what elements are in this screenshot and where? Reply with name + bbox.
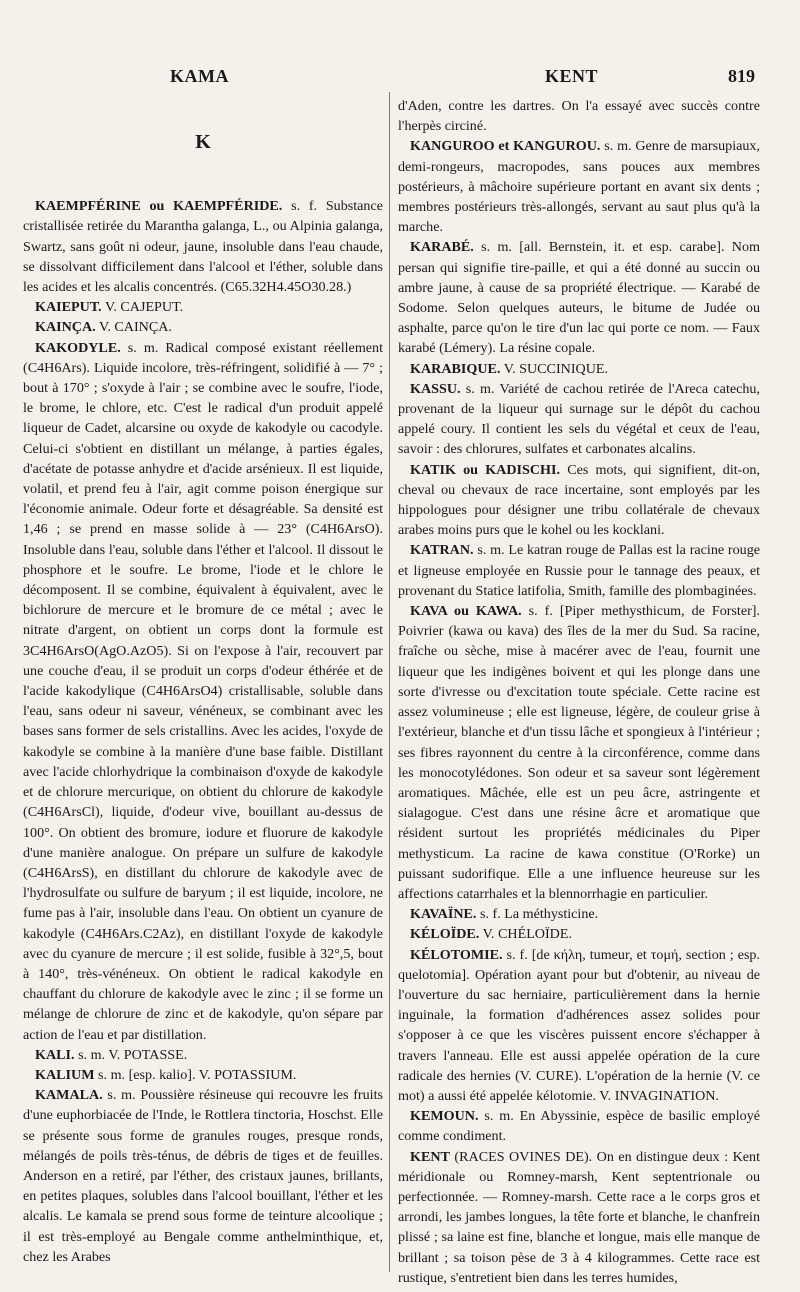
entry-text: s. m. Genre de marsupiaux, demi-rongeurs, macropodes, sans pouces aux membres postérieurs, à mâchoire supérieure portant en avant six dents ; membres postérieurs très-allongés, servant au saut plus qu'à la marche.	[398, 138, 760, 236]
dictionary-entry	[23, 338, 383, 1045]
entry-headword: KAKODYLE.	[35, 339, 121, 356]
entry-text: s. m. Le katran rouge de Pallas est la racine rouge et ligneuse employée en Russie pour le tannage des peaux, et provenant du Statice latifolia, Smith, famille des plombaginées.	[398, 542, 760, 599]
dictionary-entry	[23, 1085, 383, 1267]
dictionary-entry	[398, 601, 760, 904]
dictionary-entry	[398, 96, 760, 136]
entry-headword: KANGUROO et KANGUROU.	[410, 138, 601, 155]
dictionary-entry	[23, 196, 383, 297]
running-head-right: KENT	[545, 66, 599, 86]
dictionary-entry	[398, 1147, 760, 1288]
dictionary-entry	[398, 359, 760, 379]
dictionary-entry	[23, 1065, 383, 1085]
dictionary-entry	[398, 1106, 760, 1146]
entry-headword: KAVAÏNE.	[410, 906, 477, 923]
entry-text: (RACES OVINES DE). On en distingue deux : Kent méridionale ou Romney-marsh, Kent septentrionale ou perfectionnée. — Romney-marsh. Cette race a le corps gros et arrondi, les jambes longues, la tête forte et blanche, le chanfrein plissé ; sa laine est fine, blanche et longue, mais elle manque de brillant ; sa toison pèse de 3 à 4 kilogrammes. Cette race est rustique, s'entretient bien dans les terres humides,	[398, 1148, 760, 1286]
dictionary-entry	[398, 460, 760, 541]
entry-text: d'Aden, contre les dartres. On l'a essayé avec succès contre l'herpès circiné.	[398, 98, 760, 135]
dictionary-entry	[398, 540, 760, 601]
dictionary-entry	[23, 297, 383, 317]
entry-text: V. CHÉLOÏDE.	[479, 926, 572, 943]
entry-text: s. f. La méthysticine.	[476, 906, 599, 923]
entry-headword: KENT	[410, 1148, 450, 1165]
entry-headword: KARABÉ.	[410, 239, 474, 256]
dictionary-entry	[398, 136, 760, 237]
entry-text: s. m. Poussière résineuse qui recouvre les fruits d'une euphorbiacée de l'Inde, le Rottlera tinctoria, Hoschst. Elle se présente sous forme de granules rouges, presque ronds, mélangés de poils très-ténus, de débris de tiges et de feuilles. Anderson en a retiré, par l'éther, des cristaux jaunes, brillants, en petites plaques, solubles dans l'alcool bouillant, l'éther et les alcalis. Le kamala se prend sous forme de teinture alcoolique ; il est très-employé au Bengale comme anthelminthique, et, chez les Arabes	[23, 1087, 383, 1265]
entry-text: V. CAINÇA.	[95, 319, 172, 336]
entry-headword: KÉLOÏDE.	[410, 926, 480, 943]
entry-headword: KAEMPFÉRINE ou KAEMPFÉRIDE.	[35, 198, 283, 215]
entry-text: s. f. Substance cristallisée retirée du Marantha galanga, L., ou Alpinia galanga, Swartz, sans goût ni odeur, jaune, insoluble dans l'eau chaude, se dissolvant difficilement dans l'alcool et l'éther, soluble dans les acides et les alcalis concentrés. (C65.32H4.45O30.28.)	[23, 198, 383, 296]
entry-text: s. m. [esp. kalio]. V. POTASSIUM.	[94, 1066, 297, 1083]
entry-headword: KATRAN.	[410, 542, 474, 559]
entry-text: s. m. En Abyssinie, espèce de basilic employé comme condiment.	[398, 1108, 760, 1145]
entry-text: s. m. Radical composé existant réellement (C4H6Ars). Liquide incolore, très-réfringent, solidifié à — 7° ; bout à 170° ; s'oxyde à l'air ; se combine avec le soufre, l'iode, le brome, le chlore, etc. C'est le radical d'un produit appelé liqueur de Cadet, alcarsine ou oxyde de kakodyle ou cacodyle. Celui-ci s'obtient en distillant un mélange, à parties égales, d'acétate de potasse anhydre et d'acide arsénieux. Il est liquide, volatil, et prend feu à l'air, agit comme poison énergique sur l'économie animale. Odeur forte et désagréable. Sa densité est 1,46 ; se prend en masse solide à — 23° (C4H6ArsO). Insoluble dans l'eau, soluble dans l'éther et l'alcool. Il dissout le phosphore et le soufre. Le brome, l'iode et le chlore le décomposent. Il se combine, équivalent à équivalent, avec le bichlorure de mercure et le bromure de ce métal ; avec le nitrate d'argent, on obtient un corps dont la formule est 3C4H6ArsO(AgO.AzO5). Si on l'expose à l'air, recouvert par une couche d'eau, il se produit un corps d'odeur éthérée et de l'acide kakodylique (C4H6ArsO4) cristallisable, soluble dans l'eau, sans odeur ni saveur, vénéneux, se combinant avec les bases sans former de sels cristallins. Avec les acides, l'oxyde de kakodyle se combine à la manière d'une base faible. Distillant avec l'acide chlorhydrique la combinaison d'oxyde de kakodyle et de chlorure mercurique, on obtient du chlorure de kakodyle (C4H6ArsCl), liquide, d'odeur vive, bouillant au-dessus de 100°. On obtient des bromure, iodure et fluorure de kakodyle d'une manière analogue. On prépare un sulfure de kakodyle (C4H6ArsS), en distillant du chlorure de kakodyle avec de l'hydrosulfate ou sulfure de baryum ; il est liquide, incolore, ne fume pas à l'air, insoluble dans l'eau. On obtient un cyanure de kakodyle (C4H6Ars.C2Az), en distillant l'oxyde de kakodyle avec du cyanure de mercure ; il est solide, fusible à 32°,5, bout à 140°, très-vénéneux. On obtient le radical kakodyle en chauffant du chlorure de kakodyle avec le zinc ; il se forme un mélange de chlorure de zinc et de kakodyle, qu'on sépare par action de l'eau et par distillation.	[23, 339, 383, 1043]
left-column	[23, 96, 383, 1267]
entry-headword: KAIEPUT.	[35, 299, 102, 316]
entry-headword: KALIUM	[35, 1066, 95, 1083]
entry-headword: KAVA ou KAWA.	[410, 603, 522, 620]
entry-headword: KÉLOTOMIE.	[410, 946, 503, 963]
entry-text: s. f. [de κήλη, tumeur, et τομή, section ; esp. quelotomia]. Opération ayant pour but d'obtenir, au niveau de l'ouverture du sac herniaire, particulièrement dans la hernie inguinale, la formation d'adhérences assez solides pour s'opposer à ce que les viscères puissent encore s'échapper à travers l'anneau. Elle est aussi appelée opération de la cure radicale des hernies (V. CURE). L'opération de la hernie (V. ce mot) a aussi été appelée kélotomie. V. INVAGINATION.	[398, 946, 760, 1104]
dictionary-entry	[398, 237, 760, 358]
dictionary-entry	[398, 924, 760, 944]
entry-text: s. m. [all. Bernstein, it. et esp. carabe]. Nom persan qui signifie tire-paille, et qui a été donné au succin ou ambre jaune, à cause de sa propriété électrique. — Karabé de Sodome. Selon quelques auteurs, le bitume de Judée ou asphalte, parce qu'on le tire d'un lac qui porte ce nom. — Faux karabé (Lémery). La résine copale.	[398, 239, 760, 357]
section-letter: K	[195, 131, 211, 153]
right-column	[398, 96, 760, 1288]
column-divider	[389, 92, 390, 1272]
dictionary-entry	[398, 945, 760, 1107]
entry-headword: KALI.	[35, 1046, 75, 1063]
dictionary-entry	[23, 317, 383, 337]
running-head-left: KAMA	[170, 66, 229, 86]
entry-headword: KARABIQUE.	[410, 360, 501, 377]
entry-text: s. m. V. POTASSE.	[74, 1046, 188, 1063]
entry-text: V. SUCCINIQUE.	[500, 360, 608, 377]
page-number: 819	[728, 66, 755, 86]
entry-text: Ces mots, qui signifient, dit-on, cheval ou chevaux de race incertaine, sont employés par les hippologues pour désigner une tribu collatérale de chevaux arabes moins purs que le kohel ou les kocklani.	[398, 461, 760, 539]
entry-headword: KEMOUN.	[410, 1108, 479, 1125]
entry-text: s. f. [Piper methysthicum, de Forster]. Poivrier (kawa ou kava) des îles de la mer du Sud. Sa racine, fraîche ou sèche, mise à macérer avec de l'eau, fournit une liqueur que les indigènes boivent et qui les plonge dans une sorte d'ivresse ou d'excitation toute spéciale. Cette racine est assez volumineuse ; elle est ligneuse, légère, de couleur grise à l'extérieur, blanche et d'un tissu lâche et spongieux à l'intérieur ; ses fibres rayonnent du centre à la circonférence, comme dans les monocotylédones. Son odeur et sa saveur sont légèrement aromatiques. Mâchée, elle est un peu âcre, astringente et sialagogue. C'est dans une résine âcre et aromatique que résident surtout les propriétés médicinales du Piper methysticum. La racine de kawa constitue (O'Rorke) un puissant sudorifique. Elle a une influence heureuse sur les affections catarrhales et la blennorrhagie en particulier.	[398, 603, 761, 902]
entry-headword: KAINÇA.	[35, 319, 96, 336]
entry-text: s. m. Variété de cachou retirée de l'Areca catechu, provenant de la liqueur qui surnage sur le dépôt du cachou appelé coury. Il contient les sels du végétal et ceux de l'eau, savoir : des chlorures, sulfates et carbonates alcalins.	[398, 380, 760, 458]
entry-headword: KASSU.	[410, 380, 461, 397]
left-entries	[23, 196, 383, 1267]
dictionary-entry	[23, 1045, 383, 1065]
entry-headword: KATIK ou KADISCHI.	[410, 461, 560, 478]
dictionary-entry	[398, 379, 760, 460]
right-entries	[398, 96, 760, 1288]
entry-headword: KAMALA.	[35, 1087, 103, 1104]
entry-text: V. CAJEPUT.	[101, 299, 184, 316]
dictionary-entry	[398, 904, 760, 924]
